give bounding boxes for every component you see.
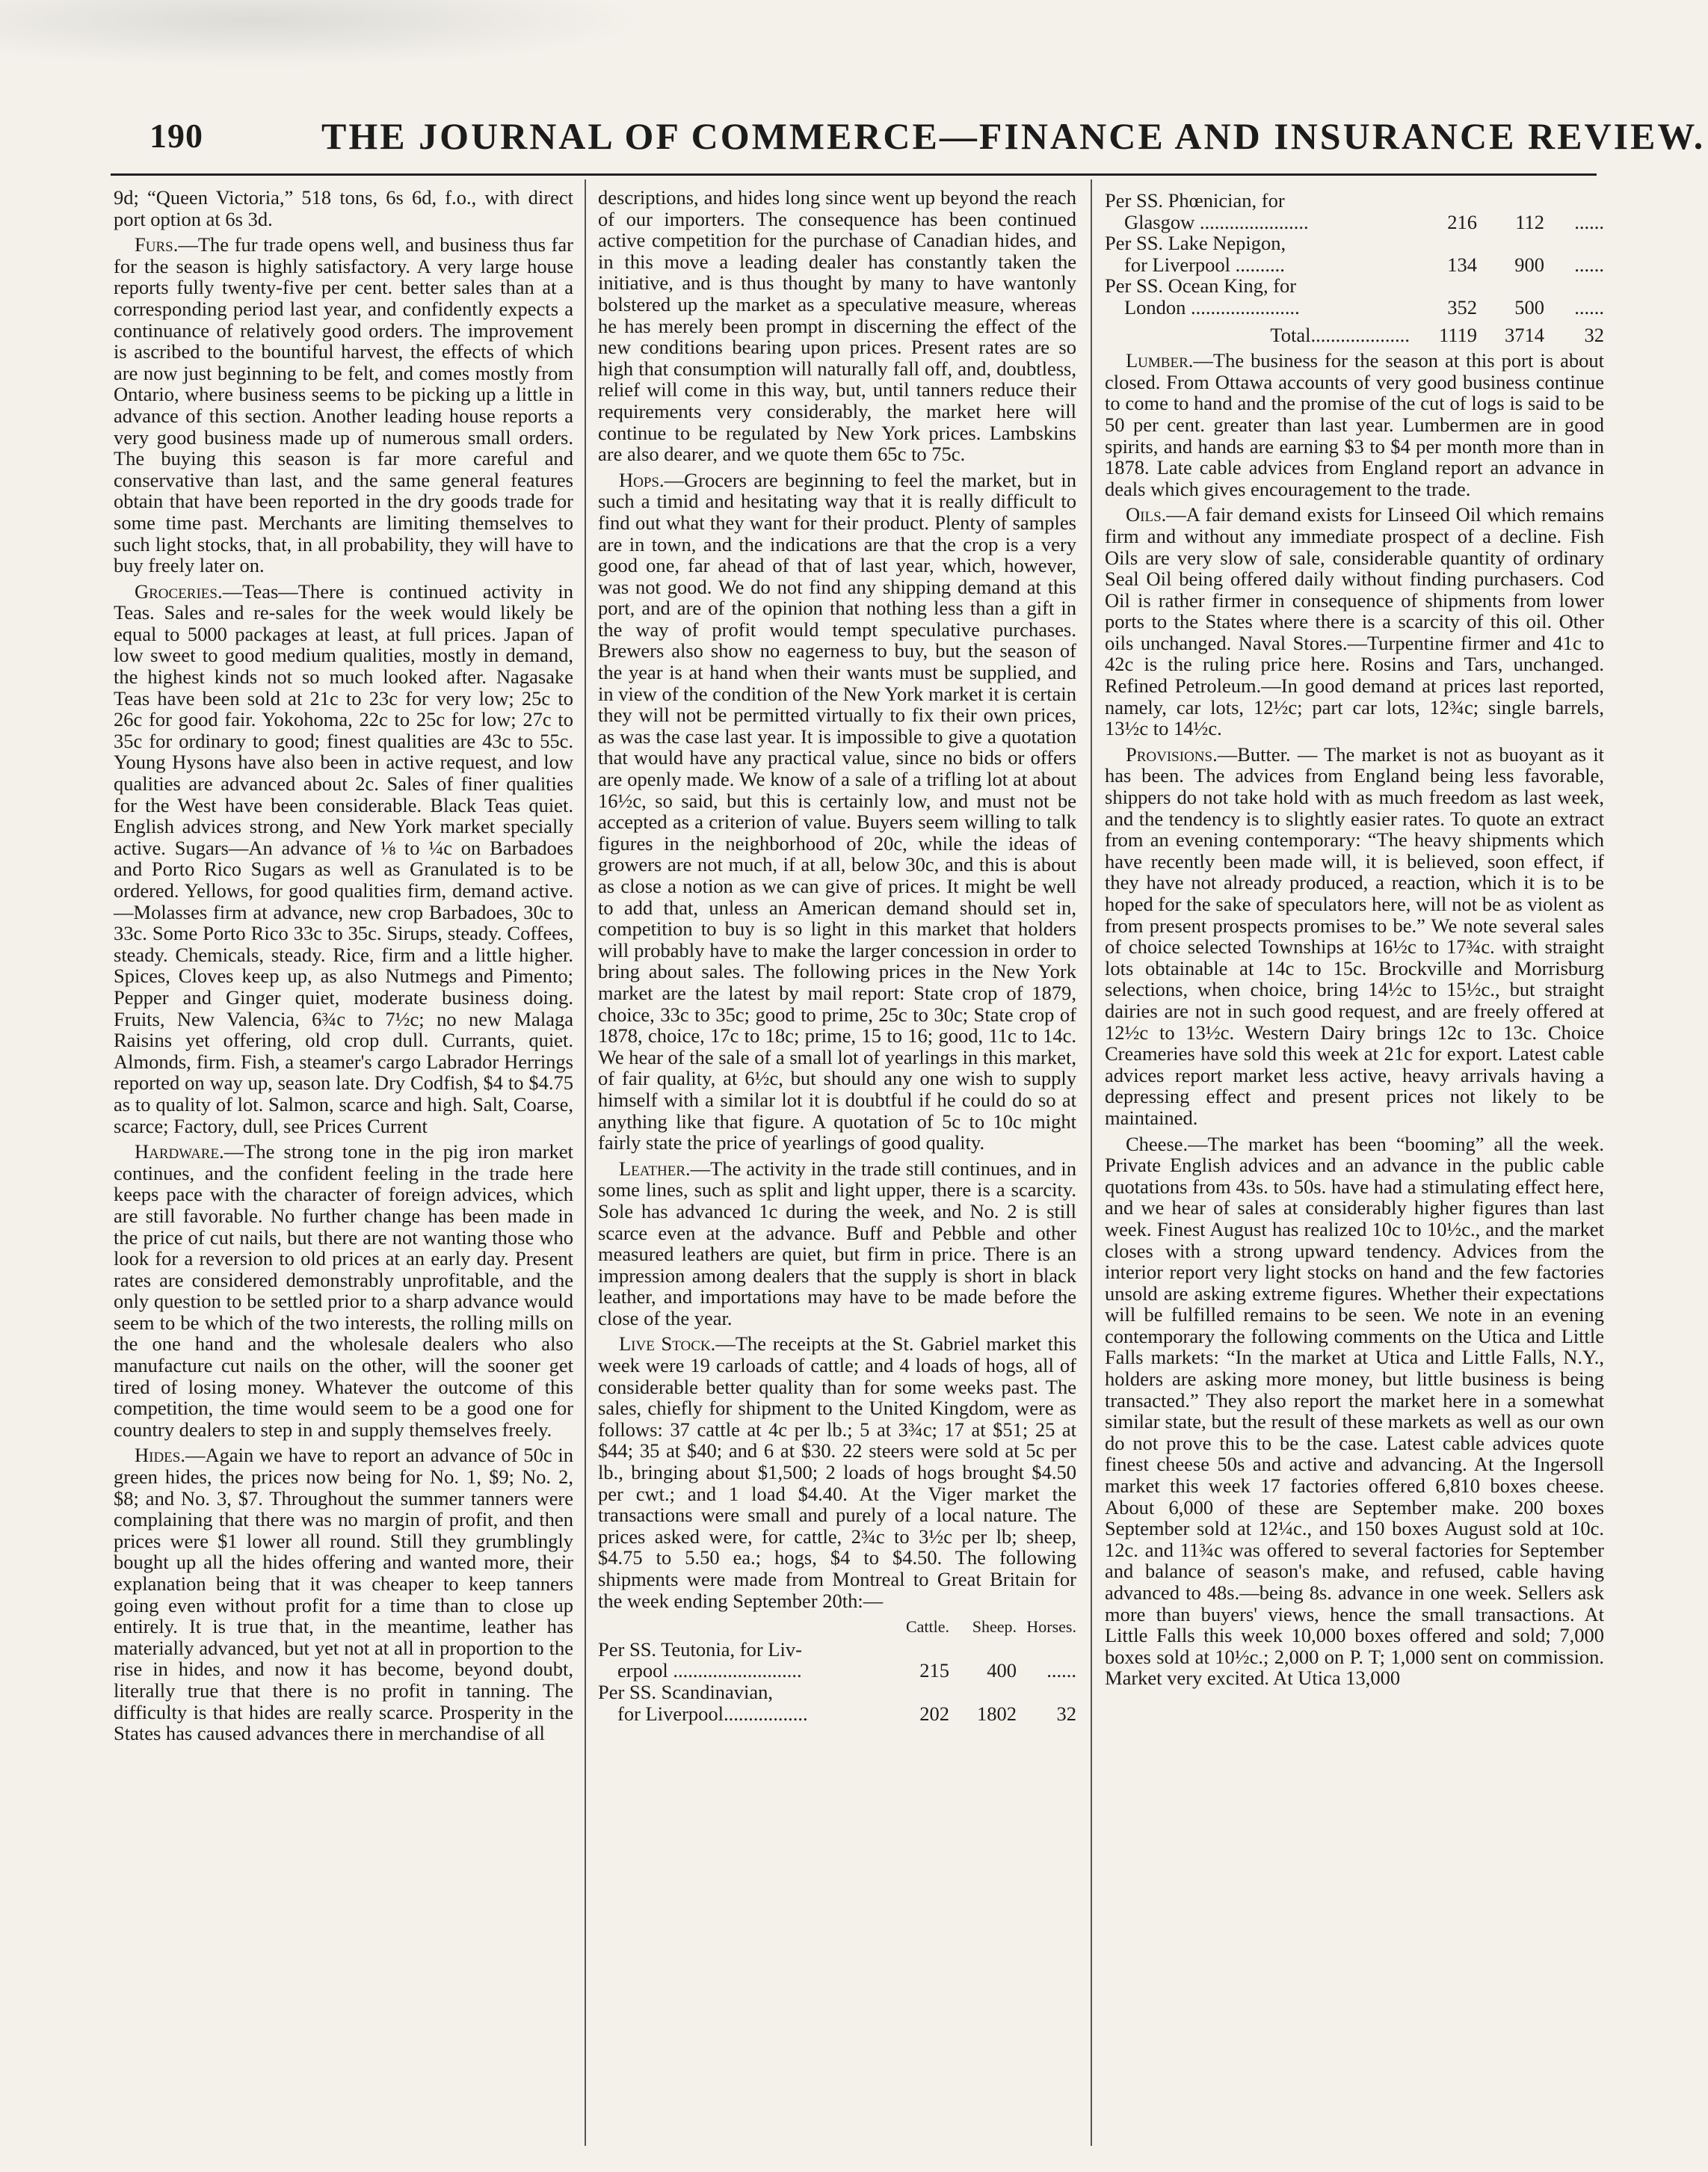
livestock-paragraph — [598, 1333, 1076, 1611]
table-header-row — [598, 1616, 1076, 1639]
paragraph-text: —Grocers are beginning to feel the market, but in such a timid and hesitating way that it is really difficult to find out what they want for their product. Plenty of samples are in town, and the indications are that the crop is a very good one, far ahead of that of last year, which, however, was not good. We do not find any shipping demand at this port, and are of the opinion that nothing less than a gift in the way of profit would tempt speculative purchases. Brewers also show no eagerness to buy, but the season of the year is at hand when their wants must be supplied, and in view of the condition of the New York market it is certain they will not be permitted virtually to fix their own prices, as was the case last year. It is impossible to give a quotation that would have any practical value, since no bids or offers are openly made. We know of a sale of a trifling lot at about 16½c, so said, but this is certainly low, and must not be accepted as a criterion of value. Buyers seem willing to talk figures in the neighborhood of 20c, while the ideas of growers are not much, if at all, below 30c, and this is about as close a notion as we can give of prices. It might be well to add that, unless an American demand should set in, competition to buy is so light in this market that holders will probably have to make the larger concession in order to bring about sales. The following prices in the New York market are the latest by mail report: State crop of 1879, choice, 33c to 35c; good to prime, 25c to 30c; State crop of 1878, choice, 17c to 18c; prime, 15 to 16; good, 11c to 14c. We hear of the sale of a small lot of yearlings in this market, of fair quality, at 6½c, but should any one wish to supply himself with a similar lot it is doubtful if he could do so at anything like that figure. A quotation of 5c to 10c might fairly state the price of yearlings of good quality. — [598, 468, 1076, 1154]
ship-destination: London ...................... — [1124, 295, 1300, 319]
table-row — [598, 1703, 1076, 1725]
paragraph-text: —Again we have to report an advance of 50c in green hides, the prices now being for No. 1, $9; No. 2, $8; and No. 3, $7. Throughout the summer tanners were complaining that there was no margin of profit, and then prices were $1 lower all round. Still they grumblingly bought up all the hides offering and wanted more, their explanation being that it was cheaper to keep tanners going even without profit for a time than to close up entirely. It is true that, in the meantime, leather has materially advanced, but yet not at all in proportion to the rise in hides, and now it has become, beyond doubt, literally true that there is no profit in tanning. The difficulty is that hides are really scarce. Prosperity in the States has caused advances there in merchandise of all — [114, 1444, 573, 1745]
ship-name: Per SS. Ocean King, for — [1105, 274, 1297, 298]
shipments-table-continued — [1105, 190, 1604, 345]
column-header: Horses. — [1026, 1617, 1076, 1637]
horses-cell: ...... — [1574, 295, 1604, 319]
section-heading: Hides. — [135, 1444, 185, 1467]
ship-name: Per SS. Scandinavian, — [598, 1680, 774, 1703]
column-3 — [1105, 187, 1604, 1693]
furs-paragraph — [114, 234, 573, 576]
paragraph-text: —The receipts at the St. Gabriel market this week were 19 carloads of cattle; and 4 loads of hogs, all of considerable better quality than for some weeks past. The sales, chiefly for shipment to the United Kingdom, were as follows: 37 cattle at 4c per lb.; 5 at 3¾c; 17 at $51; 25 at $44; 35 at $40; and 6 at $30. 22 steers were sold at 5c per lb., bringing about $1,500; 2 loads of hogs brought $4.50 per cwt.; and 1 load $4.40. At the Viger market the transactions were small and purely of a local nature. The prices asked were, for cattle, 2¾c to 3½c per lb; sheep, $4.75 to 5.50 ea.; hogs, $4 to $4.50. The following shipments were made from Montreal to Great Britain for the week ending September 20th:— — [598, 1332, 1076, 1612]
journal-title: THE JOURNAL OF COMMERCE—FINANCE AND INSURANCE REVIEW. — [321, 115, 1706, 157]
sheep-cell: 400 — [987, 1659, 1017, 1682]
paragraph-text: —Teas—There is continued activity in Teas. Sales and re-sales for the week would likely be equal to 5000 packages at least, at full prices. Japan of low sweet to good medium qualities, mostly in demand, the highest kinds not so much looked after. Nagasake Teas have been sold at 21c to 23c for very low; 25c to 26c for good fair. Yokohoma, 22c to 25c for low; 27c to 35c for ordinary to good; finest qualities are 43c to 55c. Young Hysons have also been in active request, and low qualities are advanced about 2c. Sales of finer qualities for the West have been considerable. Black Teas quiet. English advices strong, and New York market specially active. Sugars—An advance of ⅛ to ¼c on Barbadoes and Porto Rico Sugars as well as Granulated is to be ordered. Yellows, for good qualities firm, demand active.—Molasses firm at advance, new crop Barbadoes, 30c to 33c. Some Porto Rico 33c to 35c. Sirups, steady. Coffees, steady. Chemicals, steady. Rice, firm and a little higher. Spices, Cloves keep up, as also Nutmegs and Pimento; Pepper and Ginger quiet, moderate business doing. Fruits, New Valencia, 6¾c to 7½c; no new Malaga Raisins yet offering, old crop dull. Currants, quiet. Almonds, firm. Fish, a steamer's cargo Labrador Herrings reported on way up, season late. Dry Codfish, $4 to $4.75 as to quality of lot. Salmon, scarce and high. Salt, Coarse, scarce; Factory, dull, see Prices Current — [114, 579, 573, 1137]
ship-destination: erpool .......................... — [617, 1659, 802, 1682]
cattle-total: 1119 — [1438, 323, 1477, 346]
paragraph-text: —The business for the season at this port is about closed. From Ottawa accounts of very good business continue to come to hand and the promise of the cut of logs is said to be 50 per cent. greater than last year. Lumbermen are in good spirits, and hands are earning $3 to $4 per month more than in 1878. Late cable advices from England report an advance in deals which gives encouragement to the trade. — [1105, 349, 1604, 500]
column-header: Sheep. — [972, 1617, 1017, 1637]
horses-cell: 32 — [1056, 1702, 1076, 1725]
column-header: Cattle. — [905, 1617, 949, 1637]
cattle-cell: 202 — [919, 1702, 949, 1725]
ship-destination: for Liverpool................. — [617, 1702, 808, 1725]
hardware-paragraph — [114, 1141, 573, 1440]
table-row — [1105, 297, 1604, 319]
cattle-cell: 352 — [1447, 295, 1477, 319]
column-divider — [1091, 179, 1092, 2146]
ship-destination: Glasgow ...................... — [1124, 210, 1309, 233]
sheep-cell: 500 — [1514, 295, 1544, 319]
paper-smudge — [0, 0, 643, 67]
section-heading: Leather. — [619, 1157, 691, 1180]
header-rule — [111, 173, 1597, 176]
table-row — [598, 1660, 1076, 1682]
sheep-cell: 900 — [1514, 253, 1544, 276]
oils-paragraph — [1105, 504, 1604, 739]
section-heading: Lumber. — [1126, 349, 1194, 372]
section-heading: Furs. — [135, 233, 179, 256]
cheese-paragraph: Cheese.—The market has been “booming” all the week. Private English advices and an advance in the public cable quotations from 43s. to 50s. have had a stimulating effect here, and we hear of sales at considerably higher figures than last week. Finest August has realized 10c to 10½c., and the market closes with a strong upward tendency. Advices from the interior report very light stocks on hand and the few factories unsold are asking extreme figures. Whether their expectations will be fulfilled remains to be seen. We note in an evening contemporary the following comments on the Utica and Little Falls markets: “In the market at Utica and Little Falls, N.Y., holders are asking more money, but little business is being transacted.” They also report the market here in a somewhat similar state, but the result of these markets as well as our own do not prove this to be the case. Latest cable advices quote finest cheese 50s and active and advancing. At the Ingersoll market this week 17 factories offered 6,810 boxes cheese. About 6,000 of these are September make. 200 boxes September sold at 12¼c., and 150 boxes August sold at 10c. 12c. and 11¾c was offered to several factories for September and balance of season's make, and refused, cable having advanced to 48s.—being 8s. advance in one week. Sellers ask more than buyers' views, hence the small transactions. At Little Falls this week 10,000 boxes offered and sold; 7,000 boxes sold at 10½c.; 2,000 on P. T; 1,000 sent on commission. Market very excited. At Utica 13,000 — [1105, 1132, 1604, 1690]
total-label: Total.................... — [1270, 323, 1410, 346]
column-divider — [585, 179, 586, 2146]
paragraph-text: —The strong tone in the pig iron market continues, and the confident feeling in the trade here keeps pace with the character of foreign advices, which are still favorable. No further change has been made in the price of cut nails, but there are not wanting those who look for a reversion to old prices at an early day. Present rates are considered demonstrably unprofitable, and the only question to be settled prior to a sharp advance would seem to be which of the two interests, the rolling mills on the one hand and the wholesale dealers who also manufacture cut nails on the other, will the sooner get tired of losing money. Whatever the outcome of this competition, the time would seem to be a good one for country dealers to step in and supply themselves freely. — [114, 1140, 573, 1441]
paragraph-text: —The fur trade opens well, and business thus far for the season is highly satisfactory. A very large house reports fully twenty-five per cent. better sales than at a corresponding period last year, and confidently expects a continuance of relatively good orders. The improvement is ascribed to the bountiful harvest, the effects of which are now just beginning to be felt, and comes mostly from Ontario, where business seems to be picking up a little in advance of this section. Another leading house reports a very good business made up of numerous small orders. The buying this season is far more careful and conservative than last, and the same general features obtain that have been reported in the dry goods trade for some time past. Merchants are limiting themselves to such light stocks, that, in all probability, they will have to buy freely later on. — [114, 233, 573, 577]
table-row — [1105, 275, 1604, 297]
paragraph-text: —The activity in the trade still continues, and in some lines, such as split and light upper, there is a scarcity. Sole has advanced 1c during the week, and No. 2 is still scarce even at the advance. Buff and Pebble and other measured leathers are quiet, but firm in price. There is an impression among dealers that the supply is short in black leather, and importations may have to be made before the close of the year. — [598, 1157, 1076, 1329]
paragraph-text: —Butter. — The market is not as buoyant as it has been. The advices from England being less favorable, shippers do not take hold with as much freedom as last week, and the tendency is to slightly easier rates. To quote an extract from an evening contemporary: “The heavy shipments which have recently been made will, it is believed, soon effect, if they have not already produced, a reaction, which it is to be hoped for the sake of speculators here, will not be as violent as from present prospects promises to be.” We note several sales of choice selected Townships at 16½c to 17¾c. with straight lots obtainable at 14c to 15c. Brockville and Morrisburg selections, when choice, bring 14½c to 15½c., but straight dairies are not in such good request, and are freely offered at 12½c to 13½c. Western Dairy brings 12c to 13c. Choice Creameries have sold this week at 21c for export. Latest cable advices report market less active, heavy arrivals having a depressing effect and present prices not likely to be maintained. — [1105, 742, 1604, 1129]
table-row — [598, 1639, 1076, 1661]
column-2 — [598, 187, 1076, 1729]
cattle-cell: 134 — [1447, 253, 1477, 276]
groceries-paragraph — [114, 581, 573, 1136]
provisions-paragraph — [1105, 744, 1604, 1129]
article-continuation: descriptions, and hides long since went up beyond the reach of our importers. The consequence has been continued active competition for the purchase of Canadian hides, and in this move a leading dealer has constantly taken the initiative, and is thus thought by many to have wantonly bolstered up the market as a speculative measure, whereas he has merely been prompt in discerning the effect of the new conditions bearing upon prices. Present rates are so high that consumption will naturally fall off, and, doubtless, relief will come in this way, but, until tanners reduce their requirements very considerably, the market here will continue to be regulated by New York prices. Lambskins are also dearer, and we quote them 65c to 75c. — [598, 186, 1076, 466]
page-number: 190 — [149, 117, 203, 155]
lumber-paragraph — [1105, 350, 1604, 499]
sheep-cell: 1802 — [977, 1702, 1017, 1725]
table-row — [598, 1682, 1076, 1703]
section-heading: Provisions. — [1126, 742, 1218, 766]
horses-cell: ...... — [1574, 210, 1604, 233]
section-heading: Groceries. — [135, 579, 223, 603]
horses-cell: ...... — [1574, 253, 1604, 276]
section-heading: Oils. — [1126, 503, 1167, 526]
table-row — [1105, 233, 1604, 254]
ship-name: Per SS. Teutonia, for Liv- — [598, 1637, 802, 1661]
horses-cell: ...... — [1046, 1659, 1076, 1682]
paragraph-text: —A fair demand exists for Linseed Oil which remains firm and without any immediate prospect of a decline. Fish Oils are very slow of sale, considerable quantity of ordinary Seal Oil being offered daily without finding purchasers. Cod Oil is rather firmer in consequence of shipments from lower ports to the States where there is a scarcity of this oil. Other oils unchanged. Naval Stores.—Turpentine firmer and 41c to 42c is the ruling price here. Rosins and Tars, unchanged. Refined Petroleum.—In good demand at prices last reported, namely, car lots, 12½c; part car lots, 12¾c; single barrels, 13½c to 14½c. — [1105, 503, 1604, 740]
sheep-total: 3714 — [1505, 323, 1544, 346]
table-row — [1105, 190, 1604, 212]
section-heading: Hardware. — [135, 1140, 224, 1163]
horses-total: 32 — [1584, 323, 1604, 346]
hides-paragraph — [114, 1445, 573, 1744]
page-header — [149, 108, 1706, 161]
hops-paragraph — [598, 470, 1076, 1154]
article-continuation: 9d; “Queen Victoria,” 518 tons, 6s 6d, f.o., with direct port option at 6s 3d. — [114, 186, 573, 230]
table-row — [1105, 212, 1604, 233]
table-row — [1105, 254, 1604, 276]
column-1 — [114, 187, 573, 1749]
section-heading: Live Stock. — [619, 1332, 716, 1356]
leather-paragraph — [598, 1158, 1076, 1329]
ship-destination: for Liverpool .......... — [1124, 253, 1285, 276]
cattle-cell: 215 — [919, 1659, 949, 1682]
sheep-cell: 112 — [1515, 210, 1544, 233]
table-total-row — [1105, 319, 1604, 346]
ship-name: Per SS. Lake Nepigon, — [1105, 232, 1286, 255]
section-heading: Hops. — [619, 468, 665, 491]
ship-name: Per SS. Phœnician, for — [1105, 189, 1285, 212]
shipments-table — [598, 1616, 1076, 1724]
cattle-cell: 216 — [1447, 210, 1477, 233]
